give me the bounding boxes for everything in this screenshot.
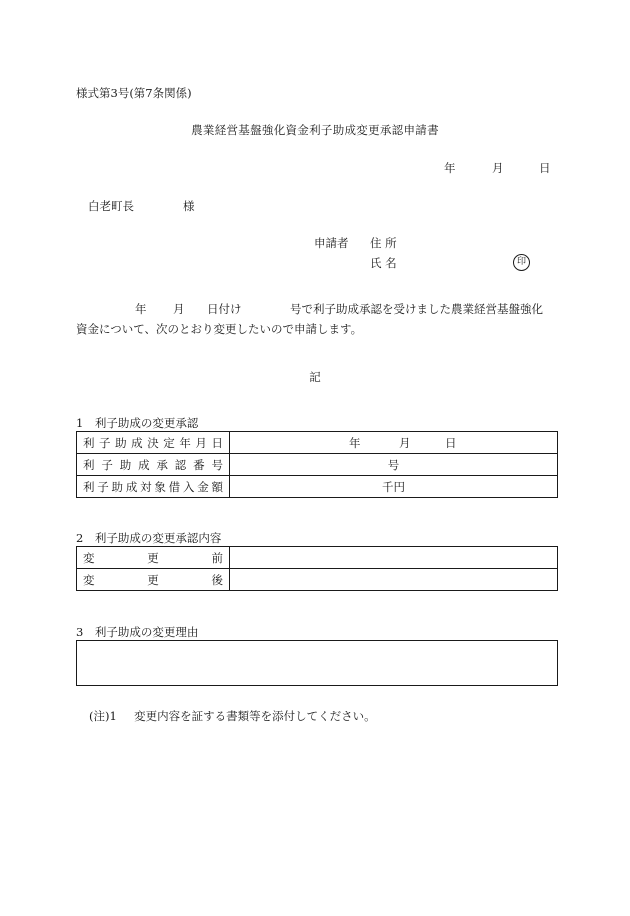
note-text: 変更内容を証する書類等を添付してください。 [134, 709, 376, 723]
row-label: 利子助成対象借入金額 [77, 476, 230, 498]
row-label: 変更前 [77, 547, 230, 569]
applicant-address-label: 住 所 [370, 236, 397, 250]
document-title: 農業経営基盤強化資金利子助成変更承認申請書 [191, 123, 439, 137]
seal-mark: 印 [513, 254, 530, 271]
applicant-label: 申請者 [314, 236, 349, 250]
before-change-cell [230, 547, 558, 569]
approval-number-cell: 号 [230, 454, 558, 476]
change-content-table [76, 546, 558, 591]
table-row [77, 476, 558, 498]
row-label: 利子助成承認番号 [77, 454, 230, 476]
decision-date-cell [230, 432, 558, 454]
loan-amount-cell: 千円 [230, 476, 558, 498]
approval-table [76, 431, 558, 498]
body-text-line1: 号で利子助成承認を受けました農業経営基盤強化 [290, 302, 543, 316]
date-month: 月 [492, 161, 504, 175]
table-row [77, 454, 558, 476]
body-month: 月 [173, 302, 185, 316]
note [89, 709, 376, 723]
date-year: 年 [444, 161, 456, 175]
reason-box [76, 640, 558, 686]
decision-year: 年 [349, 435, 361, 450]
section3-heading: 3 利子助成の変更理由 [76, 625, 199, 639]
body-year: 年 [135, 302, 147, 316]
form-number: 様式第3号(第7条関係) [76, 86, 192, 100]
ki-heading: 記 [309, 370, 321, 384]
decision-day: 日 [445, 435, 457, 450]
body-date-suffix: 日付け [207, 302, 242, 316]
row-label: 利子助成決定年月日 [77, 432, 230, 454]
table-row [77, 547, 558, 569]
after-change-cell [230, 569, 558, 591]
applicant-name-label: 氏 名 [370, 256, 397, 270]
table-row [77, 432, 558, 454]
addressee-name: 白老町長 [88, 199, 134, 213]
note-prefix: (注)1 [89, 709, 117, 723]
addressee-suffix: 様 [183, 199, 195, 213]
body-text-line2: 資金について、次のとおり変更したいので申請します。 [76, 322, 363, 336]
decision-month: 月 [399, 435, 411, 450]
row-label: 変更後 [77, 569, 230, 591]
date-day: 日 [539, 161, 551, 175]
section1-heading: 1 利子助成の変更承認 [76, 416, 199, 430]
table-row [77, 569, 558, 591]
section2-heading: 2 利子助成の変更承認内容 [76, 531, 222, 545]
